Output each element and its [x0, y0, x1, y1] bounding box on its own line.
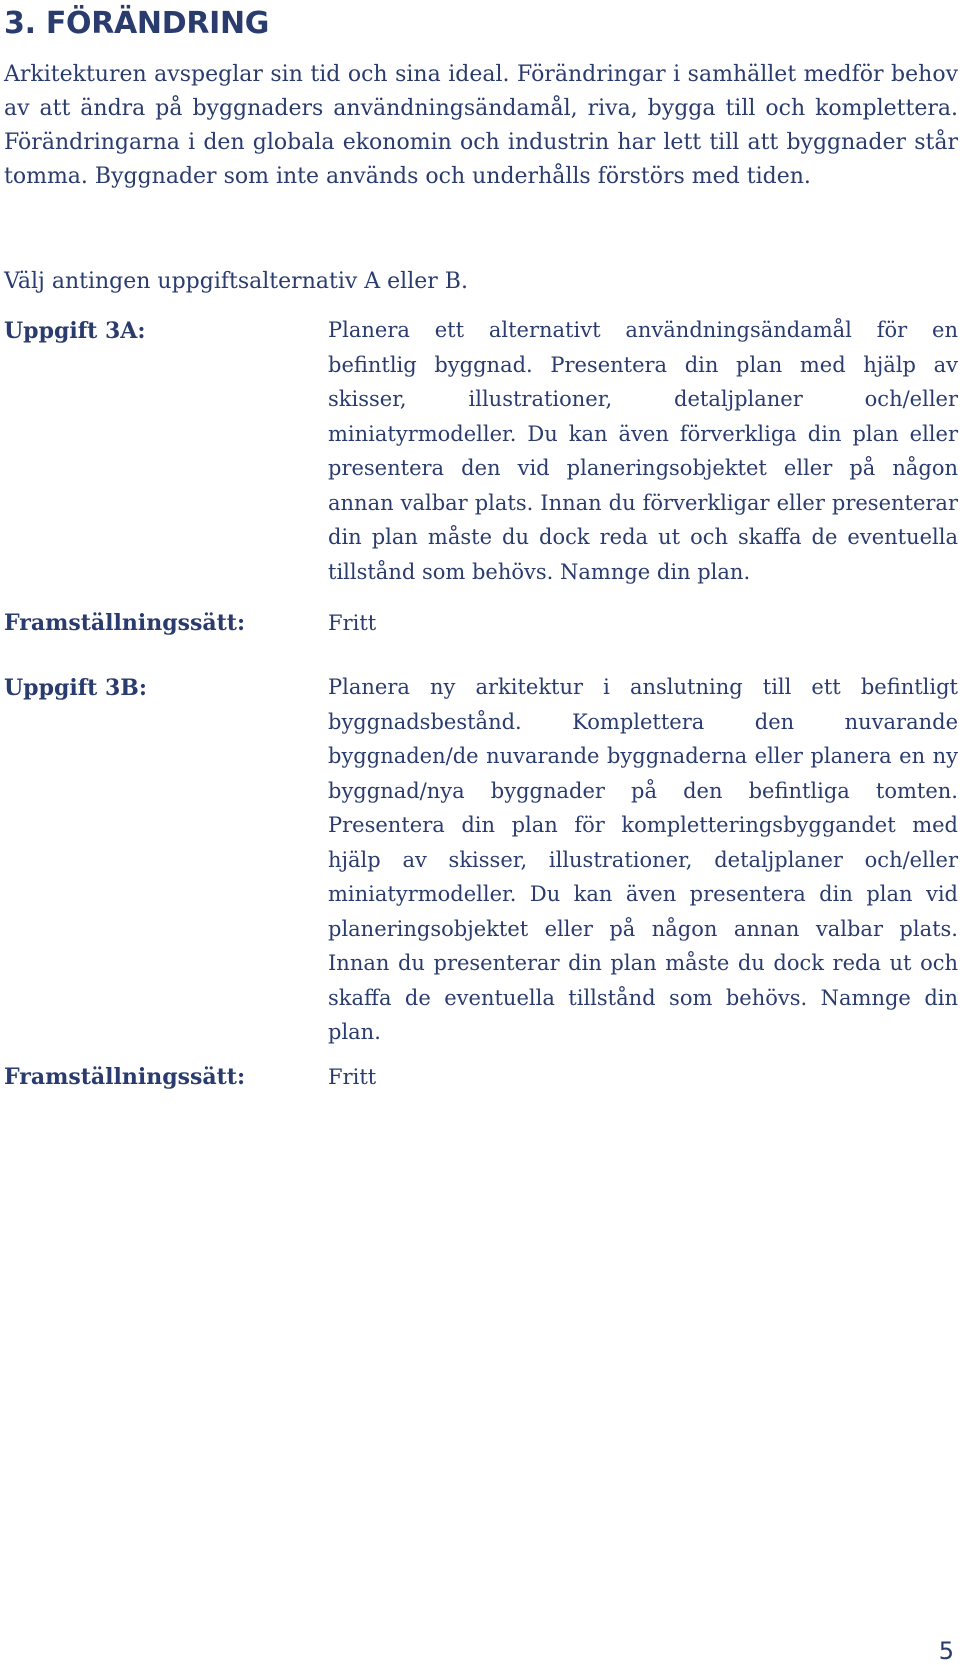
task-a-method-label: Framställningssätt:: [4, 610, 246, 636]
task-b-method-value: Fritt: [328, 1065, 377, 1089]
task-a-label: Uppgift 3A:: [4, 318, 146, 344]
page-number: 5: [938, 1637, 954, 1665]
task-a-description: Planera ett alternativt användningsändamål för en befintlig byggnad. Presentera din plan med hjälp av skisser, illustrationer, detaljplaner och/eller miniatyrmodeller. Du kan även förverkliga din plan eller presentera den vid planeringsobjektet eller på någon annan valbar plats. Innan du förverkligar eller presenterar din plan måste du dock reda ut och skaffa de eventuella tillstånd som behövs. Namnge din plan.: [328, 318, 958, 584]
section-heading: 3. FÖRÄNDRING: [4, 6, 270, 41]
task-a-method-value: Fritt: [328, 611, 377, 635]
task-b-description: Planera ny arkitektur i anslutning till ett befintligt byggnadsbestånd. Komplettera den nuvarande byggnaden/de nuvarande byggnaderna eller planera en ny byggnad/nya byggnader på den befintliga tomten. Presentera din plan för kompletteringsbyggandet med hjälp av skisser, illustrationer, detaljplaner och/eller miniatyrmodeller. Du kan även presentera din plan vid planeringsobjektet eller på någon annan valbar plats. Innan du presenterar din plan måste du dock reda ut och skaffa de eventuella tillstånd som behövs. Namnge din plan.: [328, 675, 958, 1044]
task-b-method-label: Framställningssätt:: [4, 1064, 246, 1090]
intro-paragraph: Arkitekturen avspeglar sin tid och sina ideal. Förändringar i samhället medför behov av att ändra på byggnaders användningsändamål, riva, bygga till och komplettera. Förändringarna i den globala ekonomin och industrin har lett till att byggnader står tomma. Byggnader som inte används och underhålls förstörs med tiden.: [4, 62, 958, 189]
task-b-label: Uppgift 3B:: [4, 675, 147, 701]
instruction-text: Välj antingen uppgiftsalternativ A eller B.: [4, 269, 468, 294]
